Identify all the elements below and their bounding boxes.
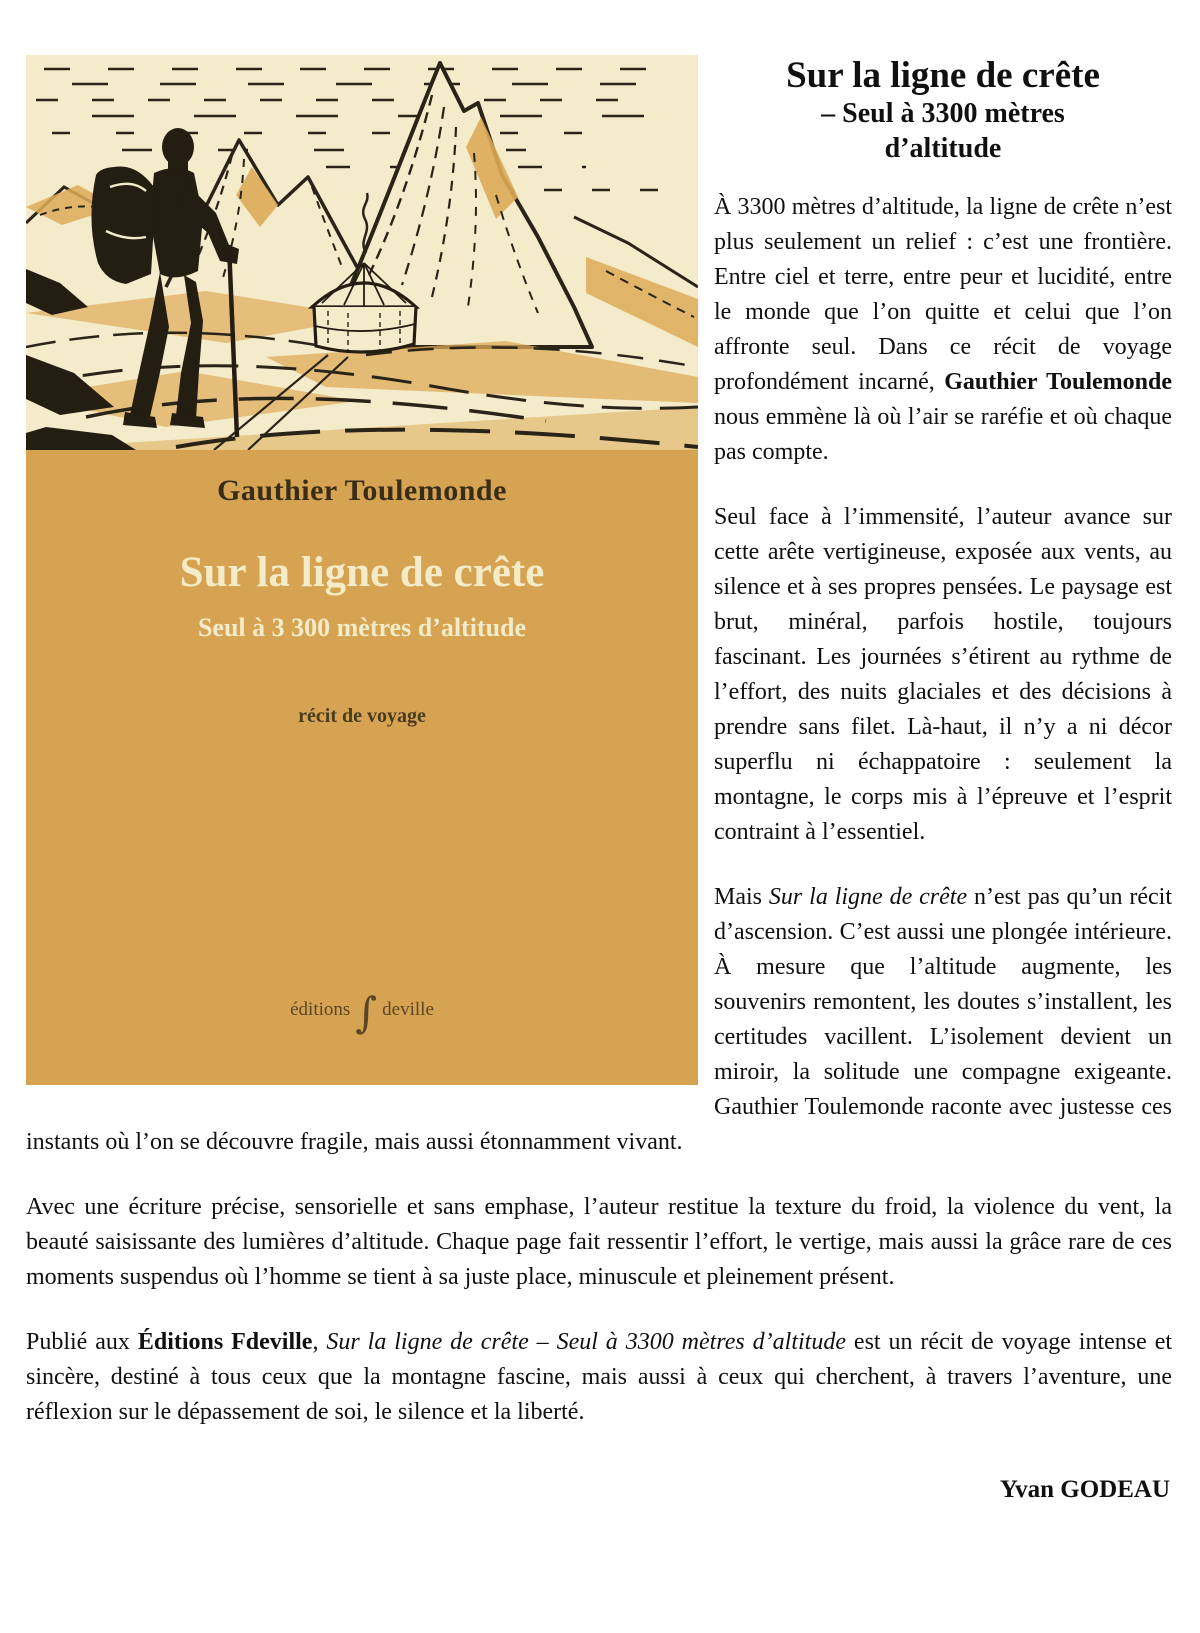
cover-text-band [26, 450, 698, 1085]
publisher-name: deville [382, 999, 434, 1020]
cover-illustration [26, 55, 698, 450]
book-cover [26, 55, 698, 1085]
article-paragraph-5: Publié aux Éditions Fdeville, Sur la ligne de crête – Seul à 3300 mètres d’altitude est un récit de voyage intense et sincère, destiné à tous ceux que la montagne fascine, mais aussi à ceux qui cherchent, à travers l’aventure, une réflexion sur le dépassement de soi, le silence et la liberté. [26, 1329, 1173, 1426]
article-paragraph-4: Avec une écriture précise, sensorielle et sans emphase, l’auteur restitue la texture du froid, la violence du vent, la beauté saisissante des lumières d’altitude. Chaque page fait ressentir l’effort, le vertige, mais aussi la grâce rare de ces moments suspendus où l’homme se tient à sa juste place, minuscule et pleinement présent. [26, 1194, 1172, 1291]
article-paragraph-1: À 3300 mètres d’altitude, la ligne de crête n’est plus seulement un relief : c’est une frontière. Entre ciel et terre, entre peur et lucidité, entre le monde que l’on quitte et celui que l’on affronte seul. Dans ce récit de voyage profondément incarné, Gauthier Toulemonde nous emmène là où l’air se raréfie et où chaque pas compte. [714, 194, 1172, 466]
signature: Yvan GODEAU [999, 1476, 1170, 1504]
article-paragraph-2: Seul face à l’immensité, l’auteur avance sur cette arête vertigineuse, exposée aux vents, au silence et à ses propres pensées. Le paysage est brut, minéral, parfois hostile, toujours fascinant. Les journées s’étirent au rythme de l’effort, des nuits glaciales et des décisions à prendre sans filet. Là-haut, il n’y a ni décor superflu ni échappatoire : seulement la montagne, le corps mis à l’épreuve et l’esprit contraint à l’essentiel. [714, 504, 1172, 846]
mountain-illustration [26, 55, 698, 450]
cover-author: Gauthier Toulemonde [217, 474, 507, 507]
publisher-prefix: éditions [290, 999, 351, 1020]
article-paragraph-3: Mais Sur la ligne de crête n’est pas qu’un récit d’ascension. C’est aussi une plongée intérieure. À mesure que l’altitude augmente, les souvenirs remontent, les doutes s’installent, les certitudes vacillent. L’isolement devient un miroir, la solitude une compagne exigeante. Gauthier Toulemonde raconte avec justesse ces instants où l’on se découvre fragile, mais aussi étonnamment vivant. [26, 884, 1172, 1156]
article-title: Sur la ligne de crête [786, 55, 1100, 96]
cover-subtitle: Seul à 3 300 mètres d’altitude [197, 613, 527, 642]
publisher-logo: éditions ∫ deville [290, 988, 434, 1037]
article-subtitle-line2: d’altitude [884, 133, 1002, 165]
cover-genre: récit de voyage [298, 705, 426, 727]
article-subtitle-line1: – Seul à 3300 mètres [821, 98, 1065, 130]
cover-title: Sur la ligne de crête [179, 549, 545, 596]
